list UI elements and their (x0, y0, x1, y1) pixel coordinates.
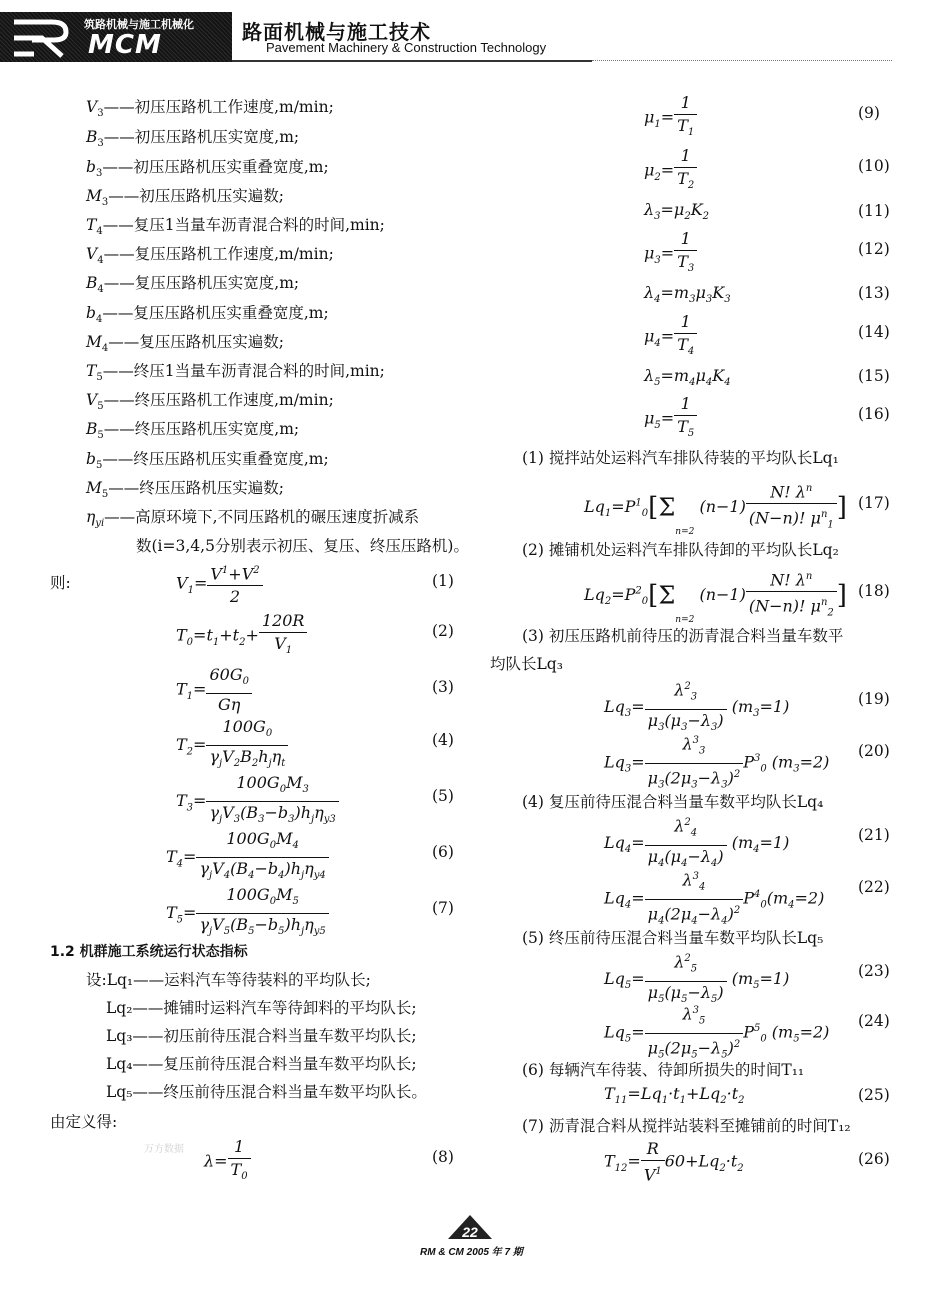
logo-en-text: MCM (88, 30, 162, 60)
eq-num-9: (9) (858, 104, 880, 122)
eq-num-19: (19) (858, 690, 890, 708)
eq-num-5: (5) (432, 787, 454, 805)
watermark: 万方数据 (144, 1144, 184, 1155)
equation-21: $Lq_4=$ $\frac{\lambda^2_4}{\mu_4(\mu_4-\lambda_4)}$ $(m_4=1)$ (604, 812, 789, 875)
journal-title-en: Pavement Machinery & Construction Technology (266, 40, 547, 55)
section-line-3: Lq₃——初压前待压混合料当量车数平均队长; (106, 1027, 417, 1045)
equation-25: $T_{11}=Lq_1\cdot t_1+Lq_2\cdot t_2$ (604, 1084, 745, 1107)
def-eta-cont: 数(i=3,4,5分别表示初压、复压、终压压路机)。 (136, 537, 469, 555)
equation-13: $\lambda_4=m_3\mu_3K_3$ (644, 283, 731, 306)
def-m5: $M_5——$终压压路机压实遍数; (86, 479, 284, 501)
header-rule (232, 60, 592, 62)
def-b4-cap: $B_4——$复压压路机压实宽度,m; (86, 274, 300, 296)
equation-1: $V_1=$ $\frac{V^1+V^2}{2}$ (176, 560, 263, 608)
equation-17: $Lq_1=P^1_0[\Sigma n=2$ (n−1) $\frac{N! \lambda^n}{(N-n)! \mu^n_1}$ ] (584, 478, 847, 537)
section-line-1: 设:Lq₁——运料汽车等待装料的平均队长; (86, 971, 371, 989)
eq-num-17: (17) (858, 494, 890, 512)
by-definition-label: 由定义得: (50, 1113, 118, 1131)
equation-16: $\mu_5=$ $\frac{1}{T_5}$ (644, 393, 697, 445)
def-m4: $M_4——$复压压路机压实遍数; (86, 333, 284, 355)
text-t12: (7) 沥青混合料从搅拌站装料至摊铺前的时间T₁₂ (522, 1117, 851, 1135)
text-lq3-b: 均队长Lq₃ (490, 655, 563, 673)
def-t5: $T_5——$终压1当量车沥青混合料的时间,min; (86, 362, 385, 384)
def-v3: $V_3——$初压压路机工作速度,m/min; (86, 98, 334, 120)
def-b5: $b_5——$终压压路机压实重叠宽度,m; (86, 450, 329, 472)
def-b3-cap: $B_3——$初压压路机压实宽度,m; (86, 128, 300, 150)
equation-15: $\lambda_5=m_4\mu_4K_4$ (644, 366, 731, 389)
equation-18: $Lq_2=P^2_0[\Sigma n=2$ (n−1) $\frac{N! \lambda^n}{(N-n)! \mu^n_2}$ ] (584, 566, 847, 625)
eq-num-10: (10) (858, 157, 890, 175)
journal-logo (0, 12, 232, 62)
page-badge-icon (446, 1213, 494, 1241)
eq-num-16: (16) (858, 405, 890, 423)
eq-num-4: (4) (432, 731, 454, 749)
eq-num-7: (7) (432, 899, 454, 917)
def-b3: $b_3——$初压压路机压实重叠宽度,m; (86, 158, 329, 180)
def-v4: $V_4——$复压压路机工作速度,m/min; (86, 245, 334, 267)
def-b5-cap: $B_5——$终压压路机压实宽度,m; (86, 420, 300, 442)
eq-num-18: (18) (858, 582, 890, 600)
page-number-badge (446, 1213, 494, 1241)
eq-num-21: (21) (858, 826, 890, 844)
journal-title-cn: 路面机械与施工技术 (242, 20, 431, 44)
text-lq2: (2) 摊铺机处运料汽车排队待卸的平均队长Lq₂ (522, 541, 839, 559)
eq-num-20: (20) (858, 742, 890, 760)
equation-6: $T_4=$ $\frac{100G_0M_4}{\gamma_jV_4(B_4-b_4)h_j\eta_{y4}}$ (166, 828, 329, 887)
logo-cn-text: 筑路机械与施工机械化 (84, 18, 194, 31)
equation-26: $T_{12}=$ $\frac{R}{V^1}$ $60+Lq_2\cdot t_2$ (604, 1139, 744, 1185)
eq-num-22: (22) (858, 878, 890, 896)
equation-22: $Lq_4=$ $\frac{\lambda^3_4}{\mu_4(2\mu_4-\lambda_4)^2}$ $P^4_0(m_4=2)$ (604, 866, 824, 932)
eq-num-14: (14) (858, 323, 890, 341)
equation-5: $T_3=$ $\frac{100G_0M_3}{\gamma_jV_3(B_3-b_3)h_j\eta_{y3}}$ (176, 772, 339, 831)
equation-24: $Lq_5=$ $\frac{\lambda^3_5}{\mu_5(2\mu_5-\lambda_5)^2}$ $P^5_0$ $(m_5=2)$ (604, 1000, 829, 1066)
issue-label: RM & CM 2005 年 7 期 (420, 1247, 523, 1258)
equation-20: $Lq_3=$ $\frac{\lambda^3_3}{\mu_3(2\mu_3-\lambda_3)^2}$ $P^3_0$ $(m_3=2)$ (604, 730, 829, 796)
def-v5: $V_5——$终压压路机工作速度,m/min; (86, 391, 334, 413)
equation-7: $T_5=$ $\frac{100G_0M_5}{\gamma_jV_5(B_5-b_5)h_j\eta_{y5}}$ (166, 884, 329, 943)
page-header (0, 0, 950, 66)
def-b4: $b_4——$复压压路机压实重叠宽度,m; (86, 304, 329, 326)
page-number: 22 (462, 1224, 478, 1240)
then-label: 则: (50, 574, 71, 592)
logo-icon (12, 18, 70, 58)
equation-19: $Lq_3=$ $\frac{\lambda^2_3}{\mu_3(\mu_3-\lambda_3)}$ $(m_3=1)$ (604, 676, 789, 739)
equation-11: $\lambda_3=\mu_2K_2$ (644, 200, 710, 223)
eq-num-24: (24) (858, 1012, 890, 1030)
eq-num-2: (2) (432, 622, 454, 640)
text-lq3-a: (3) 初压压路机前待压的沥青混合料当量车数平 (522, 627, 844, 645)
equation-4: $T_2=$ $\frac{100G_0}{\gamma_jV_2B_2h_j\eta_t}$ (176, 716, 288, 775)
eq-num-23: (23) (858, 962, 890, 980)
section-title: 1.2 机群施工系统运行状态指标 (50, 944, 248, 960)
text-lq4: (4) 复压前待压混合料当量车数平均队长Lq₄ (522, 793, 824, 811)
eq-num-11: (11) (858, 202, 890, 220)
eq-num-25: (25) (858, 1086, 890, 1104)
eq-num-26: (26) (858, 1150, 890, 1168)
section-line-4: Lq₄——复压前待压混合料当量车数平均队长; (106, 1055, 417, 1073)
eq-num-1: (1) (432, 572, 454, 590)
def-eta: $\eta_{yi}——$高原环境下,不同压路机的碾压速度折减系 (86, 508, 420, 530)
eq-num-3: (3) (432, 678, 454, 696)
equation-9: $\mu_1=$ $\frac{1}{T_1}$ (644, 92, 697, 144)
header-dotted-rule (592, 60, 892, 62)
def-t4: $T_4——$复压1当量车沥青混合料的时间,min; (86, 216, 385, 238)
eq-num-6: (6) (432, 843, 454, 861)
eq-num-12: (12) (858, 240, 890, 258)
def-m3: $M_3——$初压压路机压实遍数; (86, 187, 284, 209)
equation-3: $T_1=$ $\frac{60G_0}{G\eta}$ (176, 664, 252, 716)
equation-12: $\mu_3=$ $\frac{1}{T_3}$ (644, 228, 697, 280)
eq-num-13: (13) (858, 284, 890, 302)
section-line-2: Lq₂——摊铺时运料汽车等待卸料的平均队长; (106, 999, 417, 1017)
eq-num-15: (15) (858, 367, 890, 385)
section-line-5: Lq₅——终压前待压混合料当量车数平均队长。 (106, 1083, 427, 1101)
equation-10: $\mu_2=$ $\frac{1}{T_2}$ (644, 145, 697, 197)
equation-2: $T_0=t_1+t_2+$ $\frac{120R}{V_1}$ (176, 610, 307, 662)
equation-23: $Lq_5=$ $\frac{\lambda^2_5}{\mu_5(\mu_5-\lambda_5)}$ $(m_5=1)$ (604, 948, 789, 1011)
equation-14: $\mu_4=$ $\frac{1}{T_4}$ (644, 311, 697, 363)
text-lq1: (1) 搅拌站处运料汽车排队待装的平均队长Lq₁ (522, 449, 839, 467)
text-lq5: (5) 终压前待压混合料当量车数平均队长Lq₅ (522, 929, 824, 947)
eq-num-8: (8) (432, 1148, 454, 1166)
text-t11: (6) 每辆汽车待装、待卸所损失的时间T₁₁ (522, 1061, 805, 1079)
equation-8: λ= $\frac{1}{T_0}$ (204, 1136, 251, 1188)
